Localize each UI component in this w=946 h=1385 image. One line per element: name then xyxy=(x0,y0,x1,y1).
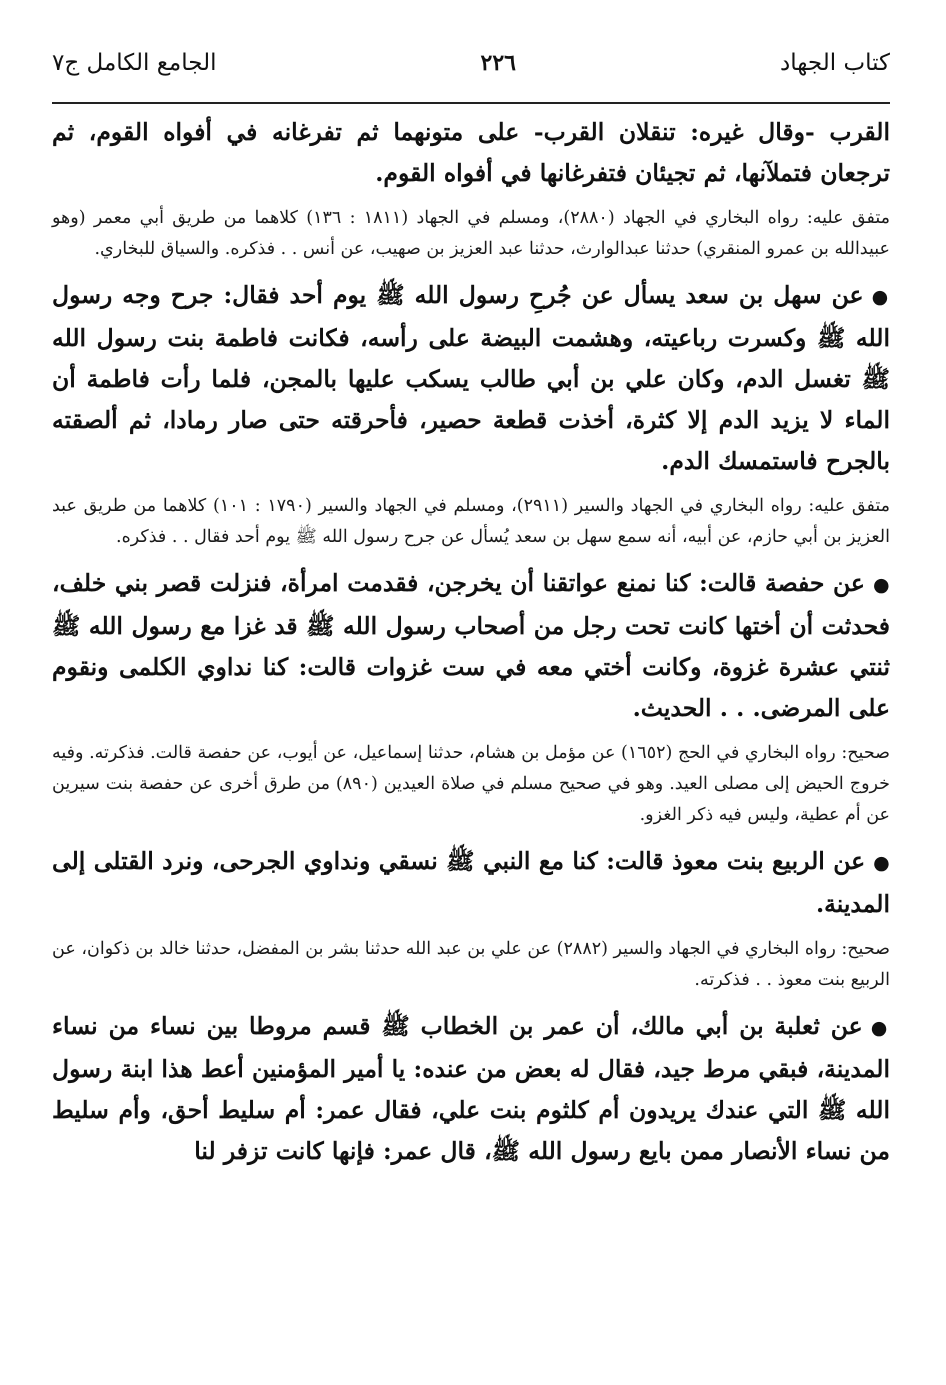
volume-title: الجامع الكامل ج٧ xyxy=(52,50,217,76)
takhrij-note: متفق عليه: رواه البخاري في الجهاد (٢٨٨٠)، ومسلم في الجهاد (١٨١١ : ١٣٦) كلاهما من طريق أبي معمر (وهو عبيدالله بن عمرو المنقري) حدثنا عبدالوارث، حدثنا عبد العزيز بن صهيب، عن أنس . . فذكره. والسياق للبخاري. xyxy=(52,208,890,259)
bullet-marker: ● xyxy=(871,286,890,308)
hadith-body: عن الربيع بنت معوذ قالت: كنا مع النبي ﷺ نسقي ونداوي الجرحى، ونرد القتلى إلى المدينة. xyxy=(52,847,890,918)
page-header xyxy=(52,50,890,104)
hadith-text xyxy=(52,1006,890,1172)
hadith-text xyxy=(52,275,890,482)
bullet-marker: ● xyxy=(872,574,890,596)
takhrij-note: صحيح: رواه البخاري في الجهاد والسير (٢٨٨٢) عن علي بن عبد الله حدثنا بشر بن المفضل، حدثنا خالد بن ذكوان، عن الربيع بنت معوذ . . فذكرته. xyxy=(52,939,890,990)
book-title: كتاب الجهاد xyxy=(780,50,890,76)
bullet-marker: ● xyxy=(873,852,890,874)
hadith-body: عن ثعلبة بن أبي مالك، أن عمر بن الخطاب ﷺ قسم مروطا بين نساء من نساء المدينة، فبقي مرط جيد، فقال له بعض من عنده: يا أمير المؤمنين أعط هذا ابنة رسول الله ﷺ التي عندك يريدون أم كلثوم بنت علي، فقال عمر: أم سليط أحق، وأم سليط من نساء الأنصار ممن بايع رسول الله ﷺ، قال عمر: فإنها كانت تزفر لنا xyxy=(52,1012,890,1165)
hadith-text xyxy=(52,563,890,729)
hadith-body: عن حفصة قالت: كنا نمنع عواتقنا أن يخرجن، فقدمت امرأة، فنزلت قصر بني خلف، فحدثت أن أختها كانت تحت رجل من أصحاب رسول الله ﷺ قد غزا مع رسول الله ﷺ ثنتي عشرة غزوة، وكانت أختي معه في ست غزوات قالت: كنا نداوي الكلمى ونقوم على المرضى. . . الحديث. xyxy=(52,569,890,722)
hadith-text xyxy=(52,841,890,925)
takhrij-note: متفق عليه: رواه البخاري في الجهاد والسير (٢٩١١)، ومسلم في الجهاد والسير (١٧٩٠ : ١٠١) كلاهما من طريق عبد العزيز بن أبي حازم، عن أبيه، أنه سمع سهل بن سعد يُسأل عن جرح رسول الله ﷺ يوم أحد فقال . . فذكره. xyxy=(52,496,890,547)
hadith-text: القرب -وقال غيره: تنقلان القرب- على متونهما ثم تفرغانه في أفواه القوم، ثم ترجعان فتملآنها، ثم تجيئان فتفرغانها في أفواه القوم. xyxy=(52,118,890,187)
hadith-body: عن سهل بن سعد يسأل عن جُرحِ رسول الله ﷺ يوم أحد فقال: جرح وجه رسول الله ﷺ وكسرت رباعيته، وهشمت البيضة على رأسه، فكانت فاطمة بنت رسول الله ﷺ تغسل الدم، وكان علي بن أبي طالب يسكب عليها بالمجن، فلما رأت فاطمة أن الماء لا يزيد الدم إلا كثرة، أخذت قطعة حصير، فأحرقته حتى صار رمادا، ثم ألصقته بالجرح فاستمسك الدم. xyxy=(52,281,890,475)
page-number: ٢٢٦ xyxy=(480,50,516,76)
bullet-marker: ● xyxy=(870,1017,890,1039)
takhrij-note: صحيح: رواه البخاري في الحج (١٦٥٢) عن مؤمل بن هشام، حدثنا إسماعيل، عن أيوب، عن حفصة قالت. فذكرته. وفيه خروج الحيض إلى مصلى العيد. وهو في صحيح مسلم في صلاة العيدين (٨٩٠) من طرق أخرى عن حفصة بنت سيرين عن أم عطية، وليس فيه ذكر الغزو. xyxy=(52,743,891,825)
